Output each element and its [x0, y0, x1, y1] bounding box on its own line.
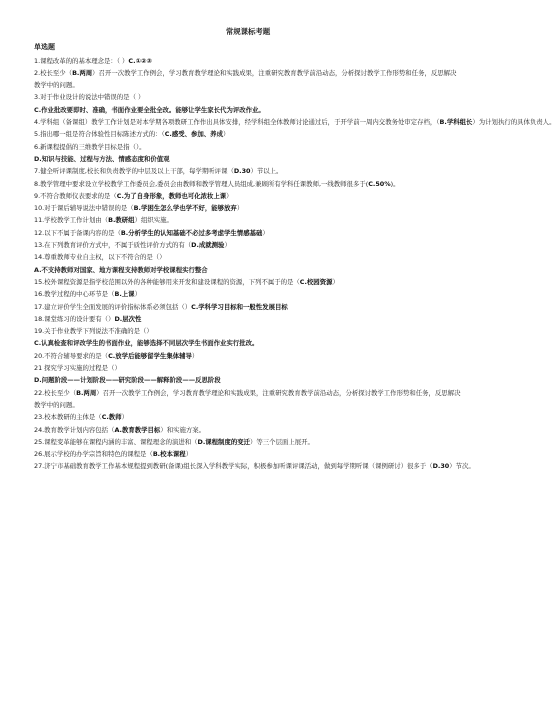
question-list — [34, 55, 555, 473]
answer-text: C.感受、参加、养成 — [164, 130, 223, 139]
answer-text: C.教师 — [101, 413, 122, 422]
question-text: 7.健全听评课制度,校长和负责教学的中层及以上干部，每学期听评课（ — [34, 167, 234, 176]
answer-text: C.50% — [368, 179, 391, 188]
answer-text: D.成就测验 — [191, 241, 225, 250]
question-text: 26.展示学校的办学宗旨和特色的课程是（ — [34, 450, 153, 459]
answer-text: C.①②③ — [128, 56, 152, 65]
question-line — [34, 448, 462, 460]
question-line — [34, 411, 462, 423]
question-text: 9.不符合教师仪表要求的是（ — [34, 191, 117, 200]
question-text-end: )。 — [390, 179, 400, 188]
question-line — [34, 276, 462, 288]
question-line — [34, 178, 462, 190]
question-text: 5.指出哪一组是符合体验性目标陈述方式的：（ — [34, 130, 165, 139]
question-text-end: ） — [121, 413, 128, 422]
question-text: 23.校本教研的主体是（ — [34, 413, 102, 422]
question-line — [34, 227, 462, 239]
question-text-end: ） — [191, 351, 199, 360]
answer-text: B.学科组长 — [439, 118, 473, 127]
question-line — [34, 362, 462, 374]
question-text: A.不支持教师对国家、地方课程支持教师对学校课程实行整合 — [34, 265, 208, 274]
question-text-end: ） — [226, 191, 233, 200]
question-line — [34, 460, 475, 472]
question-line — [34, 387, 462, 412]
answer-text: C.为了自身形象，教师也可化浓妆上课 — [116, 191, 227, 200]
answer-text: D.课程制度的变迁 — [197, 437, 251, 446]
question-line — [34, 128, 462, 140]
question-text-end: ）和实施方案。 — [160, 425, 206, 434]
question-text: 19.关于作业教学下列说法不准确的是（） — [34, 327, 153, 336]
question-line — [34, 190, 462, 202]
section-heading: 单选题 — [34, 43, 55, 52]
question-text-end: ）节以上。 — [250, 167, 283, 176]
question-line — [34, 288, 462, 300]
question-text: 27.济宁市基础教育教学工作基本规程提到教研(备课)组长深入学科教学实际，积极参加听课评课活动，做到每学期听课（课例研讨）很多于（ — [34, 462, 433, 471]
answer-text: A.教育教学目标 — [114, 425, 161, 434]
answer-text: B.学困生怎么学也学不好，能够放弃 — [133, 204, 237, 213]
question-text: 16.教学过程的中心环节是（ — [34, 290, 115, 299]
question-text-end: ） — [134, 290, 141, 299]
question-text-end: ） — [236, 204, 244, 213]
question-text: 3.对于作业设计的说法中错误的是（ ） — [34, 93, 145, 102]
answer-line — [34, 374, 462, 386]
question-text: 15.校外课程资源是指学校范围以外的各种能够用来开发和建设课程的资源，下列不属于的是（ — [34, 277, 300, 286]
question-text: D.知识与技能、过程与方法、情感态度和价值观 — [34, 154, 170, 163]
question-text-end: ） — [332, 277, 339, 286]
question-line — [34, 436, 462, 448]
question-text: 11.学校教学工作计划由（ — [34, 216, 109, 225]
question-text-end: ） — [262, 228, 269, 237]
question-line — [34, 301, 462, 313]
answer-text: C.放学后能够留学生集体辅导 — [108, 351, 192, 360]
question-text: 13.在下列教育评价方式中，不属于质性评价方式的有（ — [34, 241, 192, 250]
question-text-end: ）等三个层面上展开。 — [250, 437, 314, 446]
question-text-end: ）为计划执行的具体负责人。 — [472, 118, 555, 127]
question-line — [34, 91, 462, 103]
document-title: 常规课标考题 — [225, 27, 271, 36]
answer-text: B.两周 — [76, 388, 97, 397]
question-text: 4.学科组（备课组）教学工作计划是对本学期各项教研工作作出具体安排，经学科组全体教师讨论通过后，于开学前一周内交教务处审定存档，（ — [34, 118, 440, 127]
answer-text: C.校园资源 — [299, 277, 333, 286]
answer-line — [34, 337, 462, 349]
question-text-end: ）节次。 — [449, 462, 475, 471]
question-line — [34, 424, 462, 436]
answer-line — [34, 104, 462, 116]
question-text: 18.课堂练习的设计要有（） — [34, 314, 115, 323]
question-line — [34, 239, 462, 251]
question-text: 22.校长至少（ — [34, 388, 77, 397]
question-text: 8.教学管理中要求设立学校教学工作委员会,委员会由教师和教学管理人员组成,兼顾所有学科任课教师,一线教师很多于( — [34, 179, 369, 188]
answer-text: B.校本课程 — [152, 450, 186, 459]
answer-line — [34, 264, 462, 276]
answer-text: B.教研组 — [108, 216, 135, 225]
answer-text: C.学科学习目标和一般性发展目标 — [191, 302, 288, 311]
answer-text: B.上课 — [114, 290, 135, 299]
question-text: C.认真检查和评改学生的书面作业，能够选择不同层次学生书面作业实行批改。 — [34, 339, 259, 348]
answer-text: D.30 — [233, 167, 251, 176]
question-text-end: ）召开一次教学工作例会，学习教育教学理论和实践成果，注重研究教育教学前沿动态，分析探讨教学工作形势和任务，反思解决教学中的问题。 — [34, 388, 461, 409]
question-text-end: ） — [224, 241, 231, 250]
question-text: 6.新课程提倡的三维教学目标是指（）。 — [34, 142, 146, 151]
question-line — [34, 141, 462, 153]
answer-text: B.两周 — [72, 68, 93, 77]
question-line — [34, 251, 462, 263]
question-line — [34, 325, 462, 337]
question-text-end: ）组织实施。 — [134, 216, 173, 225]
question-text: 25.课程变革能够在课程内涵的丰富、课程理念的演进和（ — [34, 437, 198, 446]
question-text-end: ）召开一次教学工作例会，学习教育教学理论和实践成果，注重研究教育教学前沿动态，分析探讨教学工作形势和任务，反思解决教学中的问题。 — [34, 68, 457, 90]
question-line — [34, 313, 462, 325]
question-line — [34, 350, 462, 362]
question-text: 21 探究学习实施的过程是（） — [34, 364, 121, 373]
question-text: 20.不符合辅导要求的是（ — [34, 351, 109, 360]
question-text-end: ） — [222, 130, 230, 139]
question-line — [34, 214, 462, 226]
question-text: D.问题阶段——计划阶段——研究阶段——解释阶段——反思阶段 — [34, 376, 221, 385]
question-line — [34, 116, 555, 128]
question-text-end: ） — [185, 450, 193, 459]
answer-line — [34, 153, 462, 165]
question-line — [34, 165, 462, 177]
question-text: C.作业批改要即时、准确，书面作业要全批全改。能够让学生家长代为评改作业。 — [34, 105, 265, 114]
question-line — [34, 67, 462, 92]
question-text: 12.以下不属于备课内容的是（ — [34, 228, 121, 237]
question-text: 1.课程改革的的基本理念是：（ ） — [34, 56, 129, 65]
question-text: 14.尊重教师专业自主权，以下不符合的是（） — [34, 253, 166, 262]
question-text: 17.建立评价学生全面发展的评价指标体系必须包括（） — [34, 302, 192, 311]
answer-text: D.层次性 — [114, 314, 142, 323]
question-text: 2.校长至少（ — [34, 68, 73, 77]
question-line — [34, 202, 462, 214]
question-line — [34, 55, 462, 67]
question-text: 24.教育教学计划内容包括（ — [34, 425, 115, 434]
question-text: 10.对于课后辅导说法中错误的是（ — [34, 204, 134, 213]
answer-text: B.分析学生的认知基础不必过多考虑学生情感基础 — [120, 228, 263, 237]
answer-text: D.30 — [432, 462, 450, 471]
